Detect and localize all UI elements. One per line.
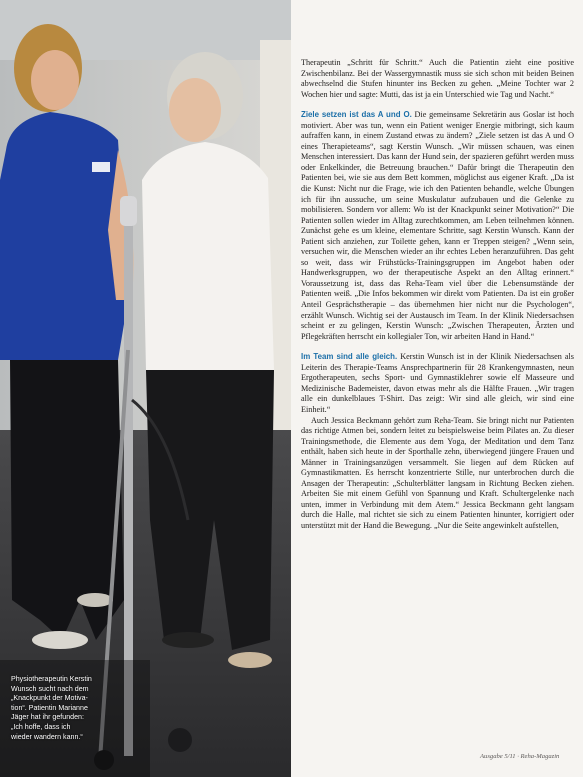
- caption-line: Physiotherapeutin Kerstin: [11, 675, 92, 683]
- section-heading: Ziele setzen ist das A und O.: [301, 110, 412, 120]
- article-body: [301, 58, 574, 532]
- caption-line: „Ich hoffe, dass ich: [11, 722, 71, 731]
- caption-line: „Knackpunkt der Motiva-: [11, 694, 88, 703]
- article-paragraph: Therapeutin „Schritt für Schritt.“ Auch die Patientin zieht eine positive Zwischenbilanz. Bei der Wassergymnastik muss sie sich schon mit beiden Beinen abwechselnd die Stufen hinunter ins Becken zu gehen. „Meine Tochter war 2 Wochen hier und sagte: Mutti, das ist ja ein Unterschied wie Tag und Nacht.“: [301, 58, 574, 99]
- photo-caption: [11, 675, 129, 742]
- article-photo: [0, 0, 291, 777]
- photo-physiotherapy-icon: [0, 0, 291, 777]
- section-heading: Im Team sind alle gleich.: [301, 352, 398, 362]
- caption-line: tion“. Patientin Marianne: [11, 703, 88, 712]
- article-section: [301, 110, 574, 342]
- article-paragraph: Die gemeinsame Sekretärin aus Goslar ist hoch motiviert. Aber was tun, wenn ein Patient weniger Energie mitbringt, sich kaum aufraffen kann, in einem Zustand etwas zu ändern? „Ziele setzen ist das A und O eines Therapieteams“, sagt Kerstin Wunsch. „Wir müssen schauen, was einen Menschen interessiert. Das kann der Hund sein, der spazieren geführt werden muss oder Enkelkinder, die Betreuung brauchen.“ Dafür bringt die Therapeutin den Patienten bei, wie sie aus dem Bett kommen, möglichst aus eigener Kraft. „Da ist die Kunst: Nicht nur die Frage, wie ich den Patienten behandle, welche Übungen ich für ihn aussuche, um seine Muskulatur aufzubauen und die Gelenke zu mobilisieren. Sondern vor allem: Wo ist der Knackpunkt seiner Motivation?“ Die Patienten sollen wieder im Alltag zurechtkommen, am Leben teilnehmen können. Zunächst gehe es um kleine, elementare Schritte, sagt Kerstin Wunsch. Kann der Patient sich anziehen, zur Toilette gehen, kann er Treppen steigen? „Wenn sein, versuchen wir, die Menschen wieder an ihr echtes Leben heranzuführen. Das geht so weit, dass wir Frühstücks-Trainingsgruppen im Angebot haben oder Handwerksgruppen, wo der therapeutische Aspekt an den Alltag erinnert.“ Voraussetzung ist, dass das Reha-Team viel über die Lebensumstände der Patienten weiß. „Die Infos bekommen wir direkt vom Patienten. Da ist ein großer Anteil Gesprächstherapie – das übernehmen hier nicht nur die Psychologen“, erzählt Wunsch. Wichtig sei der Austausch im Team. In der Klinik Niedersachsen scheint er zu gelingen, Kerstin Wunsch: „Zwischen Therapeuten, Ärzten und Pflegekräften herrscht ein kollegialer Ton, wir arbeiten Hand in Hand.“: [301, 110, 574, 341]
- caption-line: Wunsch sucht nach dem: [11, 684, 89, 693]
- caption-line: wieder wandern kann.“: [11, 732, 83, 741]
- article-paragraph: Auch Jessica Beckmann gehört zum Reha-Team. Sie bringt nicht nur Patienten das richtige Atmen bei, sondern leitet zu beispielsweise beim Pilates an. Zu dieser Trainingsmethode, die Elemente aus dem Yoga, der Meditation und dem Tanz enthält, haben sich heute in der Sporthalle zehn, überwiegend jüngere Frauen und Männer in Trainingsanzügen versammelt. Sie liegen auf dem Rücken auf Gymnastikmatten. Es herrscht konzentrierte Stille, nur unterbrochen durch die Ansagen der Therapeutin: „Schulterblätter langsam in Richtung Becken ziehen. Arbeiten Sie mit einem Gefühl von Spannung und Kraft. Schultergelenke nach unten, immer in Verbindung mit dem Atem.“ Jessica Beckmann geht langsam durch die Halle, mal richtet sie sich zu einem Patienten hinunter, korrigiert oder unterstützt mit der Hand die Bewegung. „Nur die Seite angewinkelt aufstellen,: [301, 415, 574, 530]
- caption-line: Jäger hat ihr gefunden:: [11, 713, 84, 722]
- article-section: [301, 352, 574, 415]
- article-paragraph: Kerstin Wunsch ist in der Klinik Niedersachsen als Leiterin des Therapie-Teams Ansprechpartnerin für 28 Krankengymnasten, neun Ergotherapeuten, sechs Sport- und Gymnastiklehrer sowie elf Masseure und Medizinische Bademeister, davon etwas mehr als die Hälfte Frauen. „Wir tragen alle ein dunkelblaues T-Shirt. Das zeigt: Wir sind alle gleich, wir sind eine Einheit.“: [301, 352, 574, 414]
- page-footer: Ausgabe 5/11 · Reha-Magazin: [480, 753, 560, 760]
